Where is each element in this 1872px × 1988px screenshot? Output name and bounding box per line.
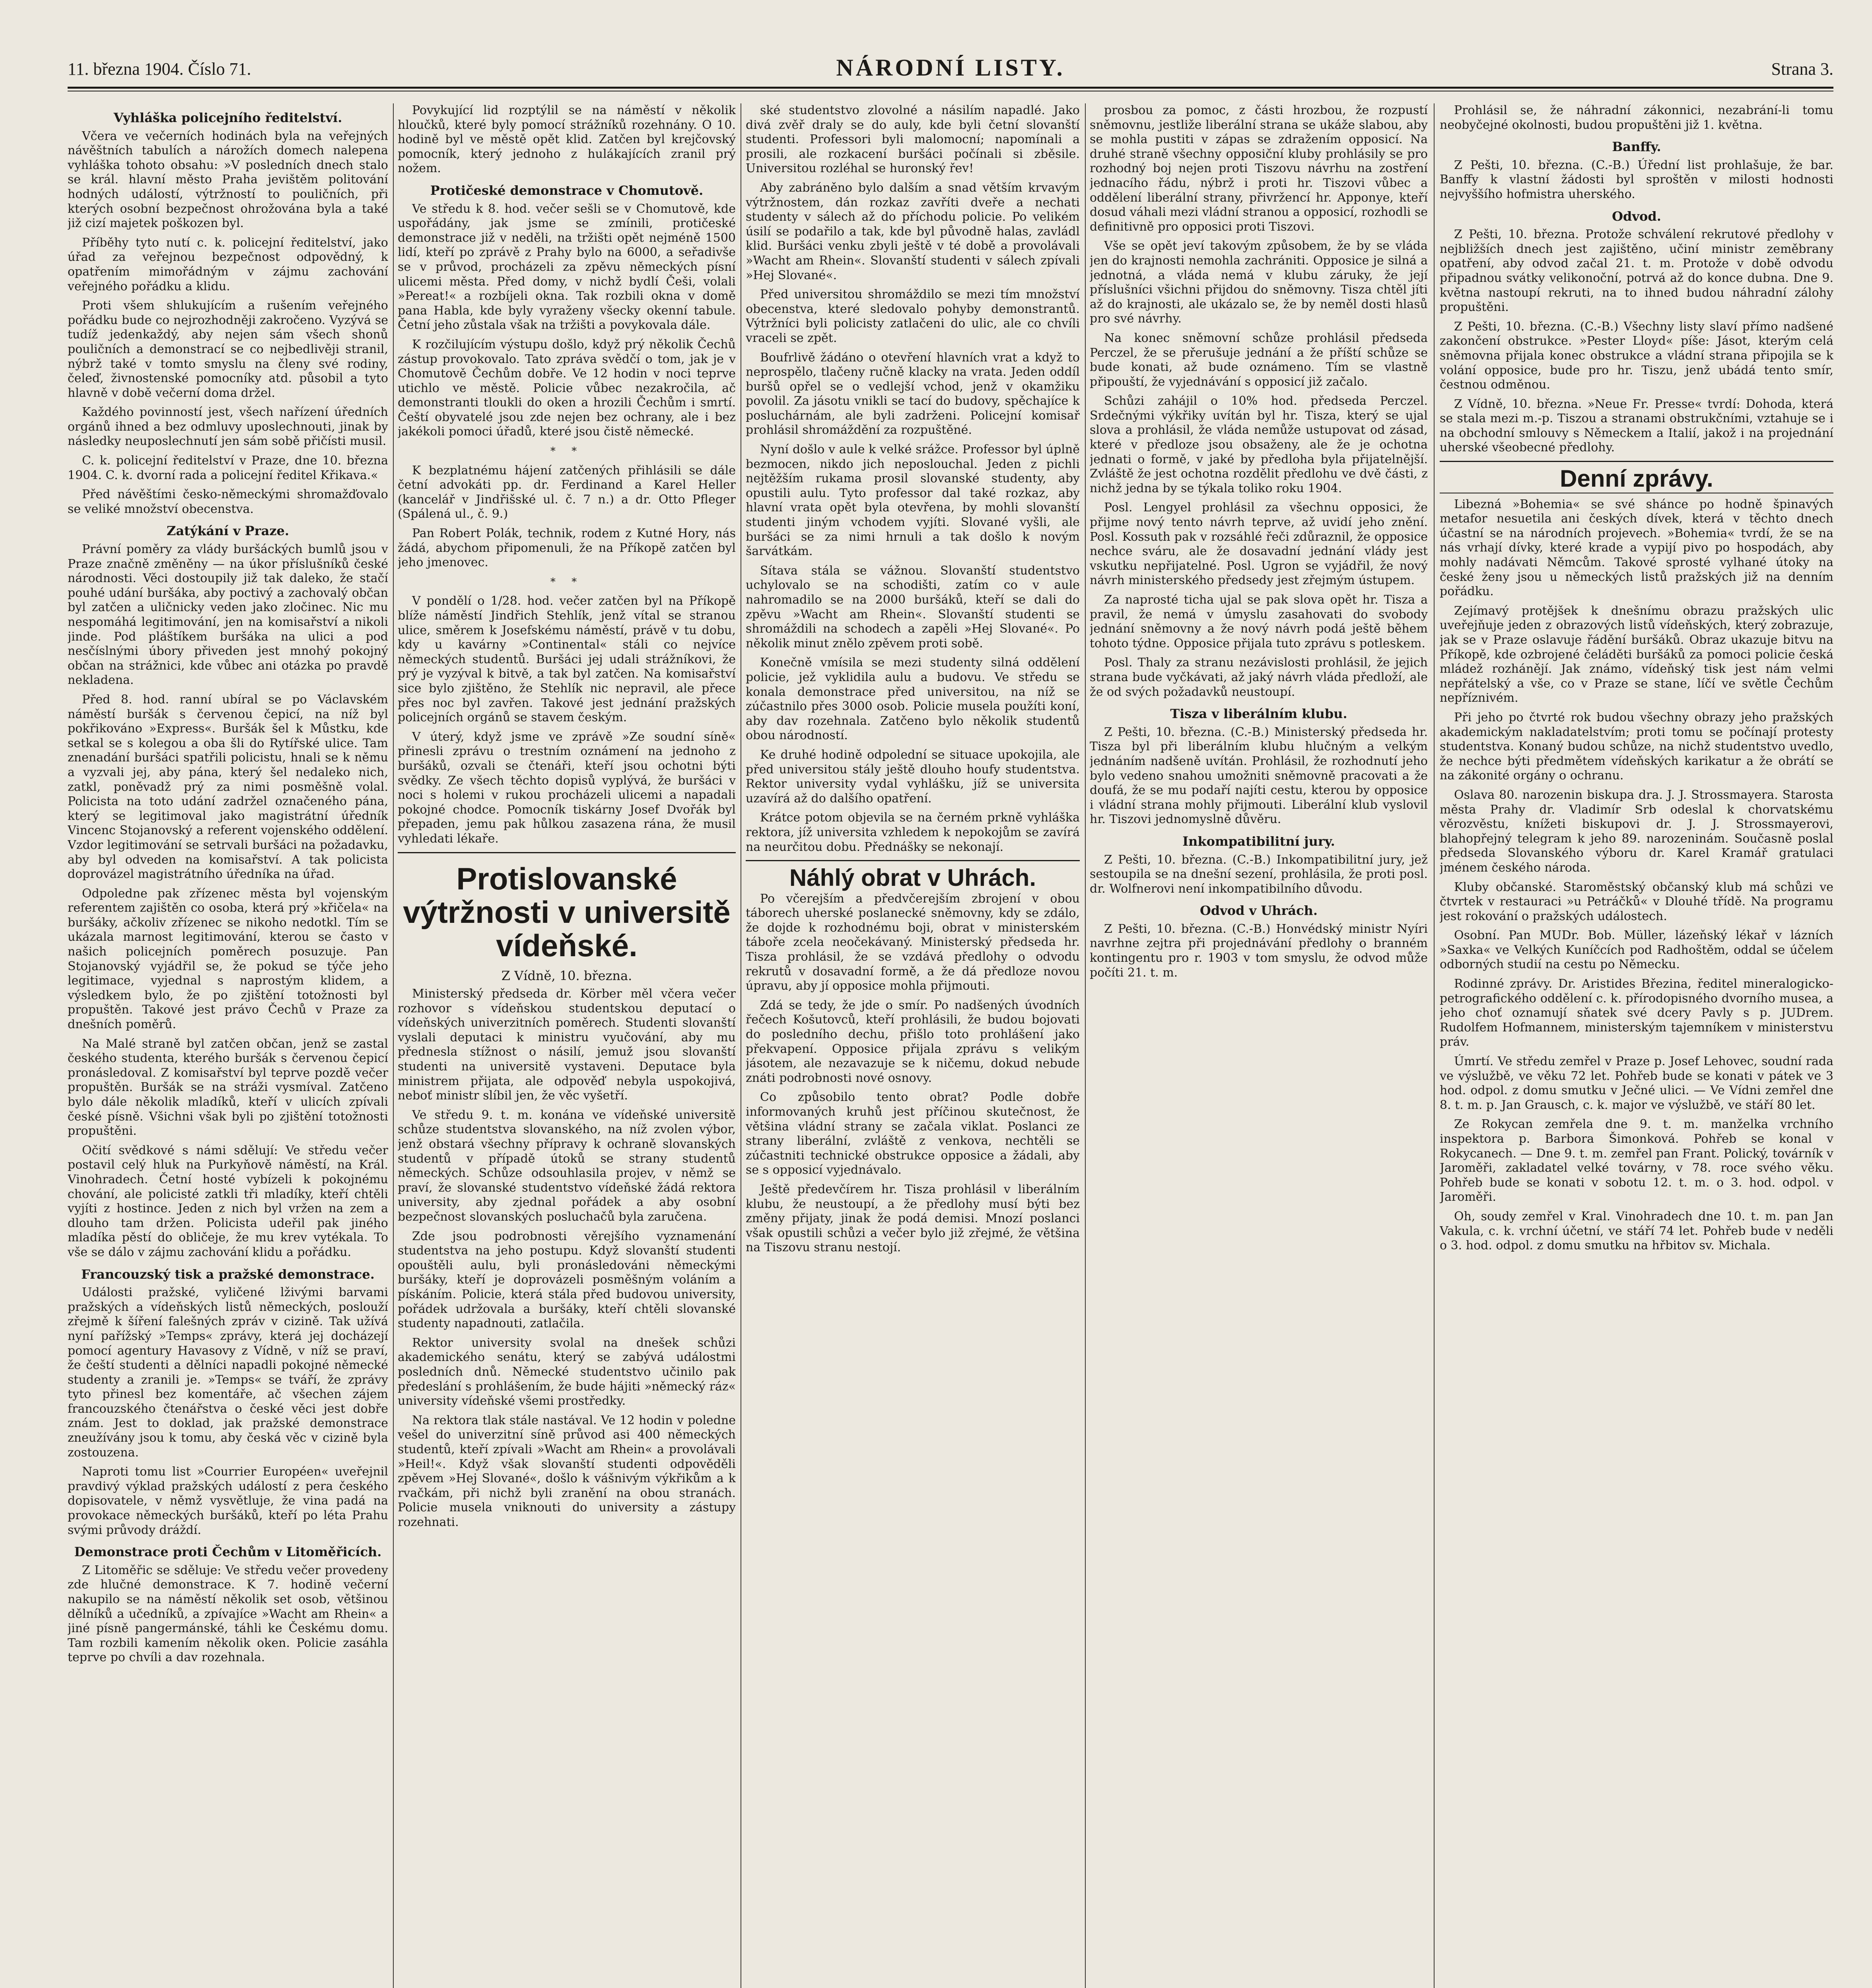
article-heading: Demonstrace proti Čechům v Litoměřicích. (74, 1544, 382, 1560)
article-headline: Náhlý obrat v Uhrách. (789, 864, 1036, 891)
paragraph: Rodinné zprávy. Dr. Aristides Březina, ředitel mineralogicko-petrografického oddělení c. k. přírodopisného dvorního musea, a jeho choť oznamují sňatek své dcery Pavly s p. JUDrem. Rudolfem Hofmannem, ministerským tajemníkem v ministerstvu práv. (1440, 977, 1833, 1049)
paragraph: Na rektora tlak stále nastával. Ve 12 hodin v poledne vešel do univerzitní síně průvod asi 400 německých studentů, kteří zpívali »Wacht am Rhein« a provolávali »Heil!«. Když však slovanští studenti odpověděli zpěvem »Hej Slované«, došlo k vášnivým výkřikům a k rvačkám, při nichž byli zranění na obou stranách. Policie musela vniknouti do university a zástupy rozehnati. (398, 1413, 736, 1529)
paragraph: Z Pešti, 10. března. (C.-B.) Ministerský předseda hr. Tisza byl při liberálním klubu hlučným a velkým jednáním nadšeně uvítán. Prohlásil, že rozhodnutí jeho bylo vedeno snahou umožniti sněmovně pracovati a že doufá, že se mu podaří najíti cestu, kterou by opposice i vládní strana mohly přijmouti. Liberální klub vyslovil hr. Tiszovi jednomyslně důvěru. (1090, 725, 1428, 827)
paragraph: Právní poměry za vlády buršáckých bumlů jsou v Praze značně změněny — na úkor příslušníků české národnosti. Věci dostoupily již tak daleko, že stačí pouhé udání buršáka, aby poctivý a zachovalý občan byl zatčen a uličnicky veden jako zločinec. Nic mu nespomáhá legitimování, jen na komisařství a nikoli jinde. Pod pláštíkem buršáka na ulici a pod nesčíslnými úbory přiveden jest mnohý pokojný občan na strážnici, kde vůbec ani otázka po pravdě nekladena. (68, 542, 388, 687)
paragraph: Co způsobilo tento obrat? Podle dobře informovaných kruhů jest příčinou skutečnost, že většina vládní strany se začala viklat. Poslanci ze strany liberální, zvláště z venkova, nechtěli se zúčastniti technické obstrukce opposice a žádali, aby se s opposicí vyjednávalo. (746, 1090, 1080, 1177)
paragraph: Z Pešti, 10. března. (C.-B.) Úřední list prohlašuje, že bar. Banffy k vlastní žádosti byl sproštěn v milosti hodnosti nejvyššího hofmistra uherského. (1440, 158, 1833, 201)
paragraph: Včera ve večerních hodinách byla na veřejných návěštních tabulích a nárožích domech nalepena vyhláška tohoto obsahu: »V posledních dnech stalo se král. hlavní město Praha jevištěm politování hodných událostí, výtržností to pouličních, při kterých osobní bezpečnost ohrožována byla a také již cizí majetek poškozen byl. (68, 129, 388, 231)
page-header (68, 48, 1833, 91)
paragraph: Ministerský předseda dr. Körber měl včera večer rozhovor s vídeňskou studentskou deputací o vídeňských univerzitních poměrech. Studenti slovanští vyslali deputaci k ministru vyučování, aby mu přednesla stížnost o násilí, jemuž jsou slovanští studenti na universitě vystaveni. Deputace byla ministrem přijata, ale odpověď nebyla uspokojivá, neboť ministr slíbil jen, že věc vyšetří. (398, 987, 736, 1103)
masthead-title: NÁRODNÍ LISTY. (836, 54, 1065, 81)
headline-rule (746, 860, 1080, 861)
paragraph: Ze Rokycan zemřela dne 9. t. m. manželka vrchního inspektora p. Barbora Šimonková. Pohřeb se konal v Rokycanech. — Dne 9. t. m. zemřel pan Frant. Polický, továrník v Jaroměři, zakladatel velké továrny, v 78. roce svého věku. Pohřeb bude se konati v sobotu 12. t. m. o 3. hod. odpol. v Jaroměři. (1440, 1117, 1833, 1204)
paragraph: Posl. Thaly za stranu nezávislosti prohlásil, že jejich strana bude vyčkávati, až jaký návrh vláda předloží, ale že od svých požadavků neustoupí. (1090, 656, 1428, 699)
article-headline: Protislovanské výtržnosti v universitě vídeňské. (403, 861, 731, 963)
paragraph: prosbou za pomoc, z části hrozbou, že rozpustí sněmovnu, jestliže liberální strana se ukáže slabou, aby se mohla pustiti v zápas se zdražením opposicí. Na druhé straně všechny opposiční kluby prohlásily se pro rozhodný boj nejen proti Tiszovu návrhu na zostření jednacího řádu, nýbrž i proti hr. Tiszovi vůbec a oddělení liberální strany, přivržencí hr. Apponye, kteří dosud váhali mezi vládní stranou a opposicí, rozhodli se definitivně pro opposici proti Tiszovi. (1090, 103, 1428, 234)
paragraph: Na Malé straně byl zatčen občan, jenž se zastal českého studenta, kterého buršák s červenou čepicí pronásledoval. Z komisařství byl teprve pozdě večer propuštěn. Buršák se na stráži vysmíval. Zatčeno bylo dále několik mladíků, kteří v ulicích zpívali české písně. Všichni však byli po zjištění totožnosti propuštěni. (68, 1037, 388, 1138)
paragraph: ské studentstvo zlovolné a násilím napadlé. Jako divá zvěř draly se do auly, kde byli četní slovanští studenti. Professori byli malomocní; napomínali a prosili, ale rozkacení buršáci počínali si zběsile. Universitou rozléhal se huronský řev! (746, 103, 1080, 176)
paragraph: Schůzi zahájil o 10% hod. předseda Perczel. Srdečnými výkřiky uvítán byl hr. Tisza, který se ujal slova a prohlásil, že vláda nemůže ustupovat od zásad, které v předloze jsou obsaženy, ale že je ochotna jednati o formě, v jaké by předloha byla přijatelnější. Zvláště že jest ochotna rozdělit předlohu ve dvě části, z nichž jedna by se týkala toliko roku 1904. (1090, 394, 1428, 495)
paragraph: Krátce potom objevila se na černém prkně vyhláška rektora, jíž universita vzhledem k nepokojům se zavírá na neurčitou dobu. Přednášky se nekonají. (746, 811, 1080, 854)
headline-rule (398, 852, 736, 853)
column-divider (393, 103, 394, 1988)
dateline: Z Vídně, 10. března. (501, 968, 632, 983)
paragraph: Zejímavý protějšek k dnešnímu obrazu pražských ulic uveřejňuje jeden z obrazových listů vídeňských, který zobrazuje, jak se v Praze oslavuje řádění buršáků. Obraz ukazuje bitvu na Příkopě, kde ozbrojené čeláděti buršáků za pomoci policie česká mládež rozhánějí. Jak známo, vídeňský tisk jest nám velmi nepřátelský a vše, co v Praze se stane, líčí ve světle Čechům nepříznivém. (1440, 604, 1833, 705)
paragraph: Ve středu 9. t. m. konána ve vídeňské universitě schůze studentstva slovanského, na níž zvolen výbor, jenž obstará všechny přípravy k ochraně slovanských studentů v případě útoků se strany studentů německých. Schůze odsouhlasila projev, v němž se praví, že slovanské studentstvo vídeňské žádá rektora university, aby zjednal pořádek a aby osobní bezpečnost slovanských posluchačů byla zaručena. (398, 1108, 736, 1224)
article-heading: Francouzský tisk a pražské demonstrace. (81, 1266, 375, 1282)
paragraph: Ve středu k 8. hod. večer sešli se v Chomutově, kde uspořádány, jak jsme se zmínili, protičeské demonstrace již v neděli, na tržišti opět nejméně 1500 lidí, kteří po zprávě z Prahy bylo na 6000, a seřadivše se v průvod, procházeli za zpěvu německých písní ulicemi města. Před domy, v nichž bydlí Češi, volali »Pereat!« a rozbíjeli okna. Tak rozbili okna v domě pana Habla, kde byly vyraženy všecky okenní tabule. Četní jeho zůstala však na tržišti a povykovala dále. (398, 202, 736, 332)
column-divider (1085, 103, 1086, 1988)
paragraph: Naproti tomu list »Courrier Européen« uveřejnil pravdivý výklad pražských událostí z pera českého dopisovatele, v němž vysvětluje, že vina padá na provokace německých buršáků, kteří po léta Prahu svými průvody dráždí. (68, 1465, 388, 1537)
paragraph: Odpoledne pak zřízenec města byl vojenským referentem zajištěn co osoba, která prý »křičela« na buršáky, ačkoliv zřízenec se nikoho nedotkl. Tím se ukázala marnost legitimování, kterou se často v našich policejních poměrech posuzuje. Pan Stojanovský vyjádřil se, že pokud se týče jeho legitimace, vyjednal s naprostým klidem, a výsledkem bylo, že po zjištění totožnosti byl propuštěn. Takové jest právo Čechů v Praze za dnešních poměrů. (68, 886, 388, 1032)
paragraph: Konečně vmísila se mezi studenty silná oddělení policie, jež vyklidila aulu a budovu. Ve středu se konala demonstrace před universitou, na níž se zúčastnilo přes 3000 osob. Policie musela použíti koní, aby dav rozehnala. Zatčeno bylo několik studentů obou národností. (746, 656, 1080, 743)
paragraph: Před universitou shromáždilo se mezi tím množství obecenstva, které sledovalo pohyby demonstrantů. Výtržníci byli policisty zatlačeni do ulic, ale co chvíli vraceli se zpět. (746, 287, 1080, 345)
paragraph: Ke druhé hodině odpolední se situace upokojila, ale před universitou stály ještě dlouho houfy studentstva. Rektor university vydal vyhlášku, jíž se universita uzavírá až do dalšího opatření. (746, 747, 1080, 806)
paragraph: Úmrtí. Ve středu zemřel v Praze p. Josef Lehovec, soudní rada ve výslužbě, ve věku 72 let. Pohřeb bude se konati v pátek ve 3 hod. odpol. z domu smutku v Ječné ulici. — Ve Vídni zemřel dne 8. t. m. p. Jan Grausch, c. k. major ve výslužbě, ve stáří 80 let. (1440, 1054, 1833, 1112)
paragraph: Nyní došlo v aule k velké srážce. Professor byl úplně bezmocen, nikdo jich neposlouchal. Jeden z pichli nejtěžším rukama prosil slovanské studenty, aby opustili aulu. Tyto professor dal také rozkaz, aby hlavní vrata opět byla otevřena, by mohli slovanští studenti jiným vchodem vyjíti. Slované vyšli, ale buršáci se za nimi hrnuli a tak došlo k novým šarvátkám. (746, 443, 1080, 559)
column-2 (398, 103, 736, 1988)
paragraph: Na konec sněmovní schůze prohlásil předseda Perczel, že se přerušuje jednání a že příští schůze se bude konati, až bude oznámeno. Tím se vlastně připouští, že vyjednávání s opposicí již začalo. (1090, 331, 1428, 389)
paragraph: Z Pešti, 10. března. (C.-B.) Honvédský ministr Nyíri navrhne zejtra při projednávání předlohy o branném kontingentu pro r. 1903 v tom smyslu, že odvod může počíti 21. t. m. (1090, 922, 1428, 980)
article-heading: Vyhláška policejního ředitelství. (113, 110, 342, 125)
paragraph: Před 8. hod. ranní ubíral se po Václavském náměstí buršák s červenou čepicí, na níž byl pokřikováno »Express«. Buršák šel k Můstku, kde setkal se s kolegou a oba šli do Rytířské ulice. Tam znenadání buršáci spatřili policistu, hnali se k němu a vyzvali jej, aby pána, který šel nedaleko nich, zatkl, poněvadž prý za nimi posměšně volal. Policista na toto udání zadržel označeného pána, který se legitimoval jako magistrátní úředník Vincenc Stojanovský a referent vojenského oddělení. Vzdor legitimování se setrvali buršáci na požadavku, aby byl odveden na komisařství. A tak policista doprovázel magistrátního úředníka na úřad. (68, 692, 388, 881)
paragraph: K bezplatnému hájení zatčených přihlásili se dále četní advokáti pp. dr. Ferdinand a Karel Heller (kancelář v Jindřišské ul. č. 7 n.) a dr. Otto Pfleger (Spálená ul., č. 9.) (398, 463, 736, 521)
article-heading: Banffy. (1612, 139, 1661, 155)
paragraph: Za naprosté ticha ujal se pak slova opět hr. Tisza a pravil, že nemá v úmyslu zasahovati do svobody jednání sněmovny a že nový návrh podá ještě během tohoto týdne. Opposice přijala tuto zprávu s potleskem. (1090, 593, 1428, 650)
paragraph: Oslava 80. narozenin biskupa dra. J. J. Strossmayera. Starosta města Prahy dr. Vladimír Srb odeslal k chorvatskému věrozvěstu, knížeti biskupovi dr. J. J. Strossmayerovi, blahopřejný telegram k jeho 89. narozeninám. Současně poslal předseda Slovanského výboru dr. Karel Kramář gratulaci jménem českého národa. (1440, 788, 1833, 875)
column-1 (68, 103, 388, 1988)
article-heading: Zatýkání v Praze. (167, 523, 289, 539)
paragraph: Z Pešti, 10. března. (C.-B.) Inkompatibilitní jury, jež sestoupila se na dnešní sezení, prohlásila, že proti posl. dr. Wolfnerovi není inkompatibilního důvodu. (1090, 852, 1428, 896)
paragraph: Boufrlivě žádáno o otevření hlavních vrat a když to neprospělo, tlačeny ručně klacky na vrata. Jeden oddíl buršů opřel se o vedlejší vchod, jenž v okamžiku povolil. Za jásotu vnikli se tací do budovy, spěchajíce k posluchárnám, ale byli zadrženi. Policejní komisař prohlásil shromáždění za rozpuštěné. (746, 350, 1080, 437)
paragraph: Každého povinností jest, všech nařízení úředních orgánů ihned a bez odmluvy uposlechnouti, jinak by následky neuposlechnutí jen sám sobě přičísti musil. (68, 405, 388, 448)
paragraph: Kluby občanské. Staroměstský občanský klub má schůzi ve čtvrtek v restauraci »u Petráčků« v Dlouhé třídě. Na programu jest rokování o pražských událostech. (1440, 880, 1833, 923)
column-3 (746, 103, 1080, 1988)
column-divider (1434, 103, 1435, 1988)
header-rule (68, 87, 1833, 89)
issue-date: 11. března 1904. Číslo 71. (68, 59, 251, 79)
paragraph: Z Litoměřic se sděluje: Ve středu večer provedeny zde hlučné demonstrace. K 7. hodině večerní nakupilo se na náměstí několik set osob, většinou dělníků a učedníků, a zpívajíce »Wacht am Rhein« a jiné písně pangermánské, táhli ke Českému domu. Tam rozbili kamením několik oken. Policie zasáhla teprve po chvíli a dav rozehnala. (68, 1563, 388, 1665)
paragraph: Po včerejším a předvčerejším zbrojení v obou táborech uherské poslanecké sněmovny, kdy se zdálo, že dojde k rozhodnému boji, obrat v ministerském táboře zcela neočekávaný. Ministerský předseda hr. Tisza prohlásil, že se vzdává předlohy o odvodu rekrutů v dosavadní formě, a že dá předloze novou úpravu, aby jí opposice mohla přijmouti. (746, 891, 1080, 993)
paragraph: Ještě předevčírem hr. Tisza prohlásil v liberálním klubu, že neustoupí, a že předlohy musí býti bez změny přijaty, jinak že podá demisi. Mnozí poslanci však opustili schůzi a večer bylo již zřejmé, že většina na Tiszovu stranu nestojí. (746, 1182, 1080, 1255)
column-5 (1440, 103, 1833, 1988)
paragraph: Události pražské, vyličené lživými barvami pražských a vídeňských listů německých, poslouží zřejmě k šíření falešných zpráv v cizině. Tak užívá nyní pařížský »Temps« zprávy, která jej docházejí pomocí agentury Havasovy z Vídně, v níž se praví, že čeští studenti a dělníci napadli pokojné německé studenty a zranili je. »Temps« se tváří, že zprávy tyto přinesl bez komentáře, ač všechen zájem francouzského čtenářstva o české věci jest dobře znám. Jest to doklad, jak pražské demonstrace zneužívány jsou k tomu, aby česká věc v cizině byla zostouzena. (68, 1285, 388, 1460)
section-headline: Denní zprávy. (1560, 465, 1713, 492)
paragraph: Oh, soudy zemřel v Kral. Vinohradech dne 10. t. m. pan Jan Vakula, c. k. vrchní účetní, ve stáří 74 let. Pohřeb bude v neděli o 3. hod. odpol. z domu smutku na hřbitov sv. Michala. (1440, 1209, 1833, 1253)
paragraph: Z Pešti, 10. března. Protože schválení rekrutové předlohy v nejbližších dnech jest zajištěno, učiní ministr zeměbrany opatření, aby odvod začal 21. t. m. Protože v době odvodu připadnou svátky velikonoční, potrvá až do konce dubna. Dne 9. května nastoupí rekruti, na to ihned budou náhradní zálohy propuštěni. (1440, 227, 1833, 315)
paragraph: Při jeho po čtvrté rok budou všechny obrazy jeho pražských akademickým nakladatelstvím; proti tomu se počínají protesty studentstva. Konaný budou schůze, na nichž studentstvo uvedlo, že nechce býti předmětem vídeňských karikatur a že obrátí se na zákonité orgány o ochranu. (1440, 710, 1833, 783)
column-4 (1090, 103, 1428, 1988)
paragraph: Z Pešti, 10. března. (C.-B.) Všechny listy slaví přímo nadšené zakončení obstrukce. »Pester Lloyd« píše: Jásot, kterým celá sněmovna přijala konec obstrukce a vládní strana připojila se k volání opposice, bude pro hr. Tiszu, jenž ubádá tento smír, čestnou odměnou. (1440, 319, 1833, 392)
headline-rule (1440, 461, 1833, 462)
section-separator: * * (550, 576, 583, 588)
article-heading: Odvod. (1612, 208, 1661, 224)
article-heading: Protičeské demonstrace v Chomutově. (430, 182, 704, 198)
paragraph: Sítava stála se vážnou. Slovanští studentstvo uchylovalo se na schodišti, zatím co v aule nahromadilo se na 2000 buršáků, kteří se dali do zpěvu »Wacht am Rhein«. Slovanští studenti se shromáždili na schodech a zapěli »Hej Slované«. Po několik minut znělo zpěvem proti sobě. (746, 563, 1080, 650)
paragraph: Libezná »Bohemia« se své shánce po hodně špinavých metafor nesuetila ani českých dívek, která v těchto dnech účastní se na národních projevech. »Bohemia« tvrdí, že se na nás vrhají dívky, které krade a vypijí pivo po hospodách, aby mohly nadávati Němcům. Takové sprosté vylhané útoky na české ženy jsou u německých listů pražských již na denním pořádku. (1440, 497, 1833, 599)
page-number: Strana 3. (1771, 59, 1833, 79)
paragraph: Povykující lid rozptýlil se na náměstí v několik hloučků, které byly pomocí strážníků rozehnány. O 10. hodině byl ve městě opět klid. Zatčen byl krejčovský pomocník, který jednoho z hulákajících zranil prý nožem. (398, 103, 736, 176)
paragraph: Očití svědkové s námi sdělují: Ve středu večer postavil celý hluk na Purkyňově náměstí, na Král. Vinohradech. Četní hosté vybízeli k pokojnému chování, ale policisté zatkli tři mladíky, kteří chtěli vyjíti z hostince. Jeden z nich byl vržen na zem a dlouho tam držen. Policista udeřil pak jiného mladíka pěstí do obličeje, že mu krev vytékala. To vše se dálo v zájmu zachování klidu a pořádku. (68, 1143, 388, 1259)
paragraph: V pondělí o 1/28. hod. večer zatčen byl na Příkopě blíže náměstí Jindřich Stehlík, jenž vítal se stranou ulice, směrem k Josefskému náměstí, právě v tu dobu, kdy u kavárny »Continental« stáli co nejvíce německých studentů. Buršáci jej udali strážníkovi, že prý je vyzýval k bitvě, a tak byl zatčen. Na komisařství sice bylo zjištěno, že Stehlík nic nepravil, ale přece přes noc byl zavřen. Takové jest jednání pražských policejních orgánů se stavem českým. (398, 594, 736, 725)
paragraph: Vše se opět jeví takovým způsobem, že by se vláda jen do krajnosti nemohla zachrániti. Opposice je silná a jednotná, a vláda nemá v klubu záruky, že její příslušníci všichni přijdou do sněmovny. Tisza chtěl jíti až do krajnosti, ale ukázalo se, že by neměl dosti hlasů pro své návrhy. (1090, 239, 1428, 326)
paragraph: Aby zabráněno bylo dalším a snad větším krvavým výtržnostem, dán rozkaz zavříti dveře a nechati studenty v sálech až do příchodu policie. Po velikém úsilí se podařilo a tak, kde byl původně halas, zavládl klid. Buršáci venku zbyli ještě v té době a provolávali »Wacht am Rhein«. Slovanští studenti v sálech zpívali »Hej Slované«. (746, 181, 1080, 282)
paragraph: Prohlásil se, že náhradní zákonnici, nezabrání-li tomu neobyčejné okolnosti, budou propuštěni již 1. května. (1440, 103, 1833, 132)
paragraph: Rektor university svolal na dnešek schůzi akademického senátu, který se zabývá událostmi posledních dnů. Německé studentstvo učinilo pak předeslání s prohlášením, že bude hájiti »německý ráz« university vídeňské všemi prostředky. (398, 1336, 736, 1408)
paragraph: Pan Robert Polák, technik, rodem z Kutné Hory, nás žádá, abychom připomenuli, že na Příkopě zatčen byl jeho jmenovec. (398, 526, 736, 570)
article-heading: Tisza v liberálním klubu. (1170, 706, 1347, 722)
paragraph: Před návěštími česko-německými shromažďovalo se veliké množství obecenstva. (68, 487, 388, 516)
paragraph: C. k. policejní ředitelství v Praze, dne 10. března 1904. C. k. dvorní rada a policejní ředitel Křikava.« (68, 454, 388, 482)
article-heading: Inkompatibilitní jury. (1182, 833, 1335, 849)
paragraph: Proti všem shlukujícím a rušením veřejného pořádku bude co nejrozhodněji zakročeno. Vyzývá se tudíž jedenkaždý, aby nejen sám všech shonů pouličních a demonstrací se co nejbedlivěji stranil, nýbrž také v tomto smyslu na členy své rodiny, čeleď, živnostenské pomocníky atd. působil a tyto hlavně v době večerní doma držel. (68, 299, 388, 400)
paragraph: K rozčilujícím výstupu došlo, když prý několik Čechů zástup provokovalo. Tato zpráva svědčí o tom, jak je v Chomutově Čechům dobře. Ve 12 hodin v noci teprve utichlo ve městě. Policie vůbec nezakročila, ač demonstranti tloukli do oken a hrozili Čechům i smrtí. Čeští obyvatelé jsou zde nejen bez ochrany, ale i bez jakékoli pomoci úřadů, které jsou čistě německé. (398, 337, 736, 439)
paragraph: Osobní. Pan MUDr. Bob. Müller, lázeňský lékař v lázních »Saxka« ve Velkých Kuníčcích pod Radhoštěm, oddal se účelem odborných studií na cestu po Německu. (1440, 928, 1833, 972)
paragraph: Z Vídně, 10. března. »Neue Fr. Presse« tvrdí: Dohoda, která se stala mezi m.-p. Tiszou a stranami obstrukčními, vztahuje se i na obchodní smlouvy s Německem a Italií, jakož i na projednání uherské všeobecné předlohy. (1440, 397, 1833, 455)
paragraph: V úterý, když jsme ve zprávě »Ze soudní síně« přinesli zprávu o trestním oznámení na jednoho z buršáků, ozvali se čtenáři, kteří jsou ochotni býti svědky. Ze všech těchto dopisů vyplývá, že buršáci v noci s holemi v rukou procházeli ulicemi a napadali pokojné chodce. Pomocník tiskárny Josef Dvořák byl přepaden, jemu pak hůlkou zasazena rána, že musil vyhledati lékaře. (398, 730, 736, 846)
paragraph: Posl. Lengyel prohlásil za všechnu opposici, že přijme nový tento návrh teprve, až uvidí jeho znění. Posl. Kossuth pak v rozsáhlé řeči zdůraznil, že opposice nechce sváru, ale že dosavadní jednání vlády jest vskutku nepřijatelné. Posl. Ugron se vyjádřil, že nový návrh ministerského předsedy jest zřejmým ústupem. (1090, 501, 1428, 588)
paragraph: Zdá se tedy, že jde o smír. Po nadšených úvodních řečech Košutovců, kteří prohlásili, že budou bojovati do posledního dechu, přišlo toto prohlášení jako překvapení. Opposice přijala zprávu s velikým jásotem, ale nezavazuje se k ničemu, dokud nebude znáti podrobnosti nové osnovy. (746, 998, 1080, 1085)
paragraph: Příběhy tyto nutí c. k. policejní ředitelství, jako úřad za veřejnou bezpečnost odpovědný, k opatřením mimořádným v zájmu zachování veřejného pořádku a klidu. (68, 235, 388, 293)
paragraph: Zde jsou podrobnosti věrejšího vyznamenání studentstva na jeho postupu. Když slovanští studenti opouštěli aulu, byli pronásledováni německými buršáky, kteří je doprovázeli posměšným voláním a pískáním. Policie, která stála před budovou university, pořádek udržovala a buršáky, kteří chtěli slovanské studenty napadnouti, zatlačila. (398, 1229, 736, 1331)
article-heading: Odvod v Uhrách. (1199, 903, 1318, 918)
section-separator: * * (550, 445, 583, 458)
